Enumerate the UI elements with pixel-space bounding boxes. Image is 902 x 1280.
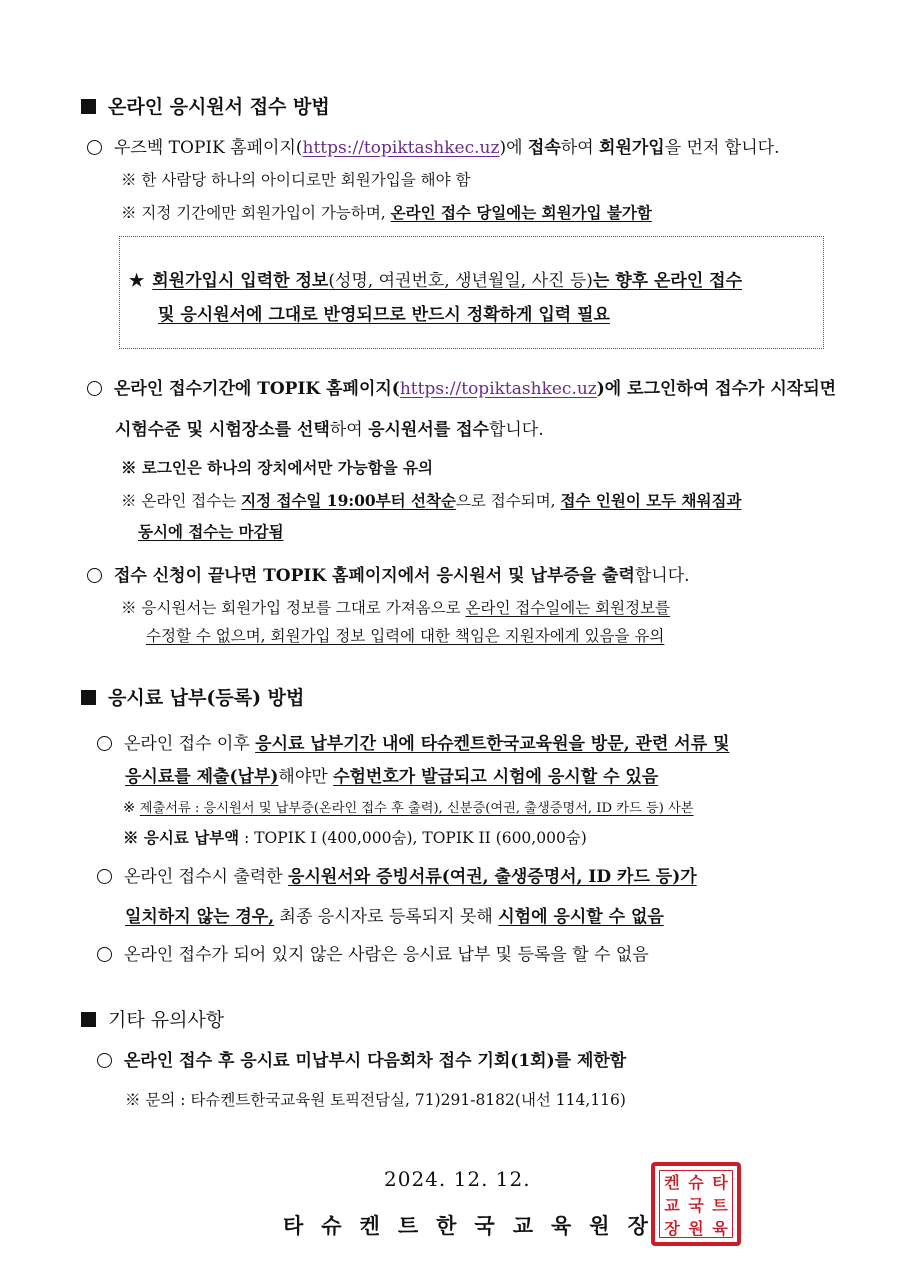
- warning-box: [119, 236, 824, 349]
- circle-bullet-icon: [87, 140, 102, 155]
- note-fee-amount: ※ 응시료 납부액 : TOPIK I (400,000숨), TOPIK II (600,000숨): [123, 828, 587, 847]
- item-document-match-line-2: 일치하지 않는 경우, 최종 응시자로 등록되지 못해 시험에 응시할 수 없음: [125, 907, 664, 927]
- note-contact: ※ 문의 : 타슈켄트한국교육원 토픽전담실, 71)291-8182(내선 114,116): [125, 1091, 626, 1109]
- director-signature: 타슈켄트한국교육원장: [283, 1213, 666, 1238]
- section-title-2: 응시료 납부(등록) 방법: [81, 683, 304, 710]
- square-bullet-icon: [81, 1012, 96, 1027]
- item-online-apply: 온라인 접수기간에 TOPIK 홈페이지(https://topiktashkec.uz)에 로그인하여 접수가 시작되면: [87, 374, 836, 399]
- note-member-info-line-2: 수정할 수 없으며, 회원가입 정보 입력에 대한 책임은 지원자에게 있음을 유의: [146, 627, 665, 645]
- note-signup-period: ※ 지정 기간에만 회원가입이 가능하며, 온라인 접수 당일에는 회원가입 불가함: [121, 203, 652, 222]
- note-documents: ※ 제출서류 : 응시원서 및 납부증(온라인 접수 후 출력), 신분증(여권, 출생증명서, ID 카드 등) 사본: [123, 800, 694, 816]
- item-nonpayment-limit: 온라인 접수 후 응시료 미납부시 다음회차 접수 기회(1회)를 제한함: [97, 1046, 626, 1071]
- note-first-come: ※ 온라인 접수는 지정 접수일 19:00부터 선착순으로 접수되며, 접수 인원이 모두 채워짐과: [121, 491, 742, 510]
- square-bullet-icon: [81, 99, 96, 114]
- topik-homepage-link[interactable]: https://topiktashkec.uz: [302, 138, 500, 158]
- item-online-apply-line-2: 시험수준 및 시험장소를 선택하여 응시원서를 접수합니다.: [115, 420, 544, 440]
- circle-bullet-icon: [87, 381, 102, 396]
- circle-bullet-icon: [97, 869, 112, 884]
- official-seal-glyphs: 켄 슈 타 교 국 트 장 원 육: [659, 1170, 733, 1238]
- section-title-3: 기타 유의사항: [81, 1005, 224, 1032]
- item-fee-payment: 온라인 접수 이후 응시료 납부기간 내에 타슈켄트한국교육원을 방문, 관련 서류 및: [97, 729, 730, 754]
- note-first-come-line-2: 동시에 접수는 마감됨: [138, 522, 284, 541]
- official-seal-icon: [651, 1162, 741, 1246]
- item-document-match: 온라인 접수시 출력한 응시원서와 증빙서류(여권, 출생증명서, ID 카드 등)가: [97, 862, 697, 887]
- section-title-1: 온라인 응시원서 접수 방법: [81, 92, 330, 119]
- note-single-device: ※ 로그인은 하나의 장치에서만 가능함을 유의: [121, 458, 433, 477]
- item-fee-payment-line-2: 응시료를 제출(납부)해야만 수험번호가 발급되고 시험에 응시할 수 있음: [125, 767, 659, 787]
- circle-bullet-icon: [97, 947, 112, 962]
- warning-line-1: ★ 회원가입시 입력한 정보(성명, 여권번호, 생년월일, 사진 등)는 향후 온라인 접수: [129, 271, 743, 291]
- topik-homepage-link-2[interactable]: https://topiktashkec.uz: [399, 379, 597, 399]
- circle-bullet-icon: [97, 736, 112, 751]
- star-icon: ★: [129, 271, 145, 291]
- item-print: 접수 신청이 끝나면 TOPIK 홈페이지에서 응시원서 및 납부증을 출력합니다.: [87, 561, 690, 586]
- square-bullet-icon: [81, 690, 96, 705]
- item-no-online-apply: 온라인 접수가 되어 있지 않은 사람은 응시료 납부 및 등록을 할 수 없음: [97, 940, 649, 965]
- item-homepage-signup: 우즈벡 TOPIK 홈페이지(https://topiktashkec.uz)에 접속하여 회원가입을 먼저 합니다.: [87, 133, 779, 158]
- circle-bullet-icon: [97, 1053, 112, 1068]
- note-member-info: ※ 응시원서는 회원가입 정보를 그대로 가져옴으로 온라인 접수일에는 회원정보를: [121, 599, 671, 617]
- circle-bullet-icon: [87, 568, 102, 583]
- note-one-id: ※ 한 사람당 하나의 아이디로만 회원가입을 해야 함: [121, 171, 471, 189]
- issue-date: 2024. 12. 12.: [384, 1167, 531, 1191]
- warning-line-2: 및 응시원서에 그대로 반영되므로 반드시 정확하게 입력 필요: [158, 305, 610, 325]
